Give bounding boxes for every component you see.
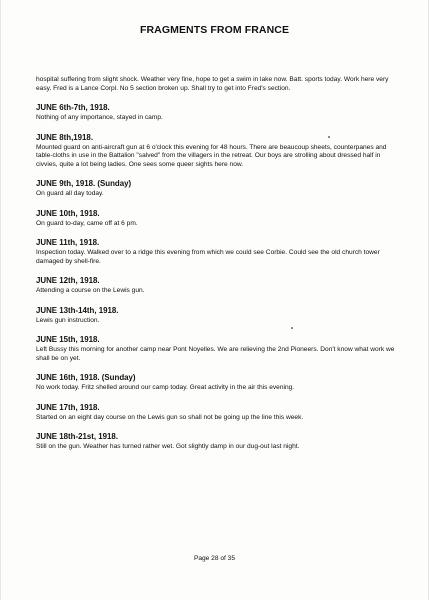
diary-entry — [36, 276, 398, 296]
diary-entry — [36, 238, 398, 266]
entry-text: Still on the gun. Weather has turned rather wet. Got slightly damp in our dug-out last night. — [36, 443, 300, 450]
entry-text: Nothing of any importance, stayed in camp. — [36, 114, 163, 121]
entry-text: Mounted guard on anti-aircraft gun at 6 o'clock this evening for 48 hours. There are beaucoup sheets, counterpanes and table-cloths in use in the Battalion "salved" from the villagers in the retreat. Our boys are strolling about dressed half in civvies, quite a lot being ladies. One sees some queer sights here now. — [36, 143, 387, 168]
entry-heading: JUNE 13th-14th, 1918. — [36, 305, 119, 315]
entry-heading: JUNE 6th-7th, 1918. — [36, 103, 110, 112]
entry-text: Lewis gun instruction. — [36, 316, 100, 324]
entry-heading: JUNE 17th, 1918. — [36, 402, 100, 412]
entry-heading: JUNE 12th, 1918. — [36, 276, 100, 285]
entry-heading: JUNE 18th-21st, 1918. — [36, 432, 119, 441]
diary-entry — [36, 209, 398, 229]
entry-heading: JUNE 11th, 1918. — [36, 238, 100, 247]
entry-heading: JUNE 8th,1918. — [36, 132, 94, 142]
entry-text: Inspection today. Walked over to a ridge this evening from which we could see Corbie. Could see the old church tower damaged by shell-fire. — [36, 249, 380, 265]
diary-entry — [36, 432, 398, 452]
intro-paragraph: hospital suffering from slight shock. Weather very fine, hope to get a swim in lake now. Batt. sports today. Work here very easy. Fred is a Lance Corpl. No 5 section broken up. Shall try to get into Fred's section. — [36, 76, 389, 92]
diary-entry — [36, 133, 398, 170]
diary-entry — [36, 103, 398, 123]
entry-text: No work today. Fritz shelled around our camp today. Great activity in the air this evening. — [36, 384, 295, 391]
scan-speck — [328, 136, 330, 138]
scan-speck — [291, 327, 293, 329]
diary-entry — [36, 403, 398, 423]
diary-entry — [36, 306, 398, 326]
page-number: Page 28 of 35 — [193, 555, 236, 562]
entry-heading: JUNE 15th, 1918. — [36, 335, 100, 344]
entry-heading: JUNE 9th, 1918. (Sunday) — [36, 179, 132, 188]
page-title: FRAGMENTS FROM FRANCE — [139, 24, 290, 36]
entry-text: Started on an eight day course on the Lewis gun so shall not be going up the line this week. — [36, 413, 304, 421]
diary-entry — [36, 179, 398, 199]
diary-entry — [36, 335, 398, 363]
entry-heading: JUNE 10th, 1918. — [36, 208, 100, 218]
entry-text: Attending a course on the Lewis gun. — [36, 287, 145, 294]
entry-text: On guard all day today. — [36, 190, 104, 197]
entry-text: Left Bussy this morning for another camp near Pont Noyelles. We are relieving the 2nd Pioneers. Don't know what work we shall be on yet. — [36, 346, 395, 362]
entry-heading: JUNE 16th, 1918. (Sunday) — [36, 373, 136, 382]
diary-content — [36, 76, 398, 452]
entry-text: On guard to-day, came off at 6 pm. — [36, 219, 138, 227]
diary-entry — [36, 373, 398, 393]
